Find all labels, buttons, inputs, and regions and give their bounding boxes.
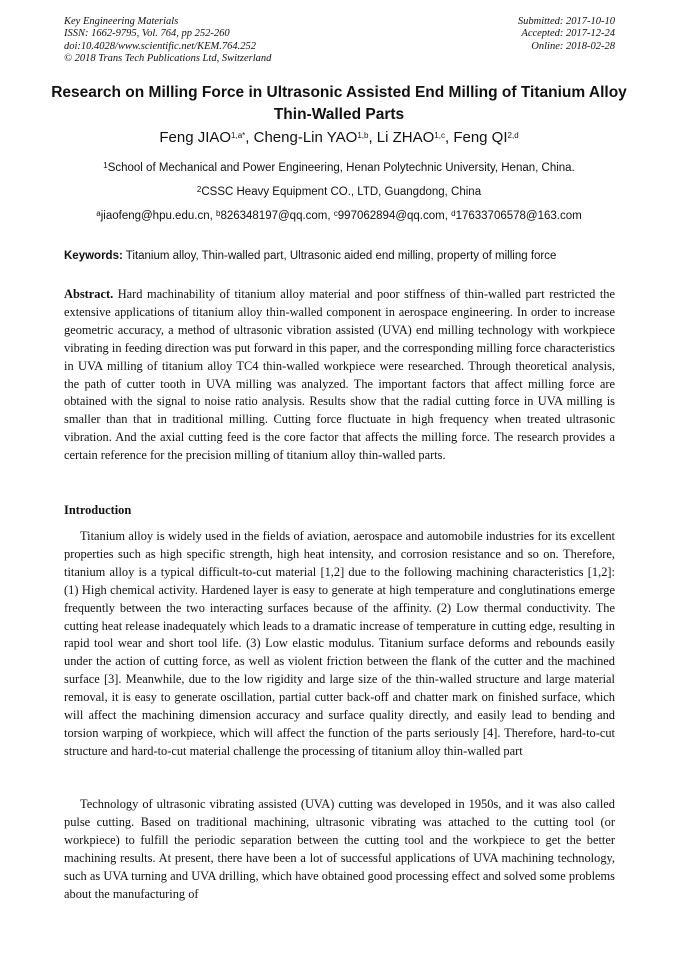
author-superscript: 1,c <box>434 131 445 140</box>
author-superscript: 1,a* <box>231 131 246 140</box>
abstract <box>64 286 615 465</box>
author-superscript: 1,b <box>357 131 369 140</box>
abstract-label: Abstract. <box>64 287 114 301</box>
affiliation-superscript: 1 <box>103 161 108 170</box>
introduction-heading: Introduction <box>64 503 132 517</box>
email-address[interactable]: 826348197@qq.com <box>220 210 328 222</box>
paper-title: Research on Milling Force in Ultrasonic Assisted End Milling of Titanium Alloy Thin-Walled Parts <box>51 84 627 123</box>
publication-dates <box>518 16 615 53</box>
accepted-date: Accepted: 2017-12-24 <box>521 28 615 40</box>
keywords <box>64 249 624 263</box>
copyright-line: © 2018 Trans Tech Publications Ltd, Switzerland <box>64 52 272 64</box>
submitted-date: Submitted: 2017-10-10 <box>517 16 615 27</box>
journal-name: Key Engineering Materials <box>64 16 179 27</box>
issn-line: ISSN: 1662-9795, Vol. 764, pp 252-260 <box>64 28 230 40</box>
journal-info <box>64 16 271 65</box>
affiliation-1 <box>40 161 638 175</box>
author-name: Feng QI <box>453 129 508 146</box>
author-name: Cheng-Lin YAO <box>253 129 358 146</box>
email-superscript: c <box>333 209 338 218</box>
abstract-text: Hard machinability of titanium alloy material and poor stiffness of thin-walled part restricted the extensive applications of titanium alloy thin-walled component in aerospace engineering. In order to increase geometric accuracy, a method of ultrasonic vibration assisted (UVA) end milling technology with workpiece vibrating in feeding direction was put forward in this paper, and the corresponding milling force characteristics in UVA milling of titanium alloy TC4 thin-walled workpiece were researched. Through theoretical analysis, the path of cutter tooth in UVA milling was analyzed. The important factors that affect milling force are obtained with the signal to noise ratio analysis. Results show that the radial cutting force in UVA milling is smaller than that in traditional milling. Cutting force fluctuate in high frequency when treated ultrasonic vibration. And the axial cutting feed is the core factor that affects the milling force. The research provides a certain reference for the precision milling of titanium alloy thin-walled parts. <box>64 287 615 463</box>
author-list: Feng $JIAO^{1,a*}$, Cheng-Lin YAO$^{1,b}$, Li ZHAO$^{1,c}$, Feng QI$^{2,d}$ <box>159 129 519 146</box>
author-superscript: 2,d <box>507 131 519 140</box>
email-superscript: b <box>215 209 221 218</box>
affiliation-2 <box>40 185 638 199</box>
email-superscript: d <box>451 209 456 218</box>
doi-line[interactable]: doi:10.4028/www.scientific.net/KEM.764.252 <box>64 40 256 52</box>
email-address[interactable]: jiaofeng@hpu.edu.cn <box>100 210 210 222</box>
author-name: Li ZHAO <box>376 129 435 146</box>
email-address[interactable]: 997062894@qq.com <box>337 210 445 222</box>
affiliation-superscript: 2 <box>196 185 202 194</box>
email-list: $^a$jiaofeng@hpu.edu.cn, $^b$826348197@qq.com, $^c$997062894@qq.com, $^d$17633706578@163.com <box>96 209 582 222</box>
introduction-paragraph-1: Titanium alloy is widely used in the fields of aviation, aerospace and automobile industries for its excellent properties such as high specific strength, high heat intensity, and corrosion resistance and so on. Therefore, titanium alloy is a typical difficult-to-cut material [1,2] due to the following machining characteristics [1,2]: (1) High chemical activity. Hardened layer is easy to generate at high temperature and conglutinations emerge frequently between the two interacting surfaces because of the affinity. (2) Low thermal conductivity. The cutting heat release inadequately which leads to a dramatic increase of temperature in cutting edge, resulting in rapid tool wear and short tool life. (3) Low elastic modulus. Titanium surface deforms and rebounds easily under the action of cutting force, as well as violent friction between the flank of the cutter and the machined surface [3]. Meanwhile, due to the low rigidity and large size of the thin-walled structure and large material removal, it is easy to generate oscillation, partial cutter back-off and chatter mark on finished surface, which will affect the machining dimension accuracy and surface quality directly, and easily lead to bending and torsion warping of workpiece, which will affect the function of the parts seriously [4]. Therefore, hard-to-cut structure and hard-to-cut material challenge the processing of titanium alloy thin-walled part <box>64 529 615 758</box>
affiliation-text: CSSC Heavy Equipment CO., LTD, Guangdong, China <box>201 186 482 198</box>
author-name: Feng JIAO <box>159 129 232 146</box>
email-superscript: a <box>96 209 101 218</box>
keywords-label: Keywords: <box>64 250 123 262</box>
introduction-paragraph-2: Technology of ultrasonic vibrating assisted (UVA) cutting was developed in 1950s, and it was also called pulse cutting. Based on traditional machining, ultrasonic vibrating was attached to the cutting tool (or workpiece) to fulfill the periodic separation between the cutting tool and the workpiece to get the better machining results. At present, there have been a lot of successful applications of UVA machining technology, such as UVA turning and UVA drilling, which have obtained good processing effect and solved some problems about the manufacturing of <box>64 797 615 901</box>
online-date: Online: 2018-02-28 <box>531 40 615 52</box>
affiliation-text: School of Mechanical and Power Engineering, Henan Polytechnic University, Henan, China. <box>107 162 575 174</box>
keywords-text: Titanium alloy, Thin-walled part, Ultrasonic aided end milling, property of milling force <box>125 250 557 262</box>
email-address[interactable]: 17633706578@163.com <box>455 210 582 222</box>
